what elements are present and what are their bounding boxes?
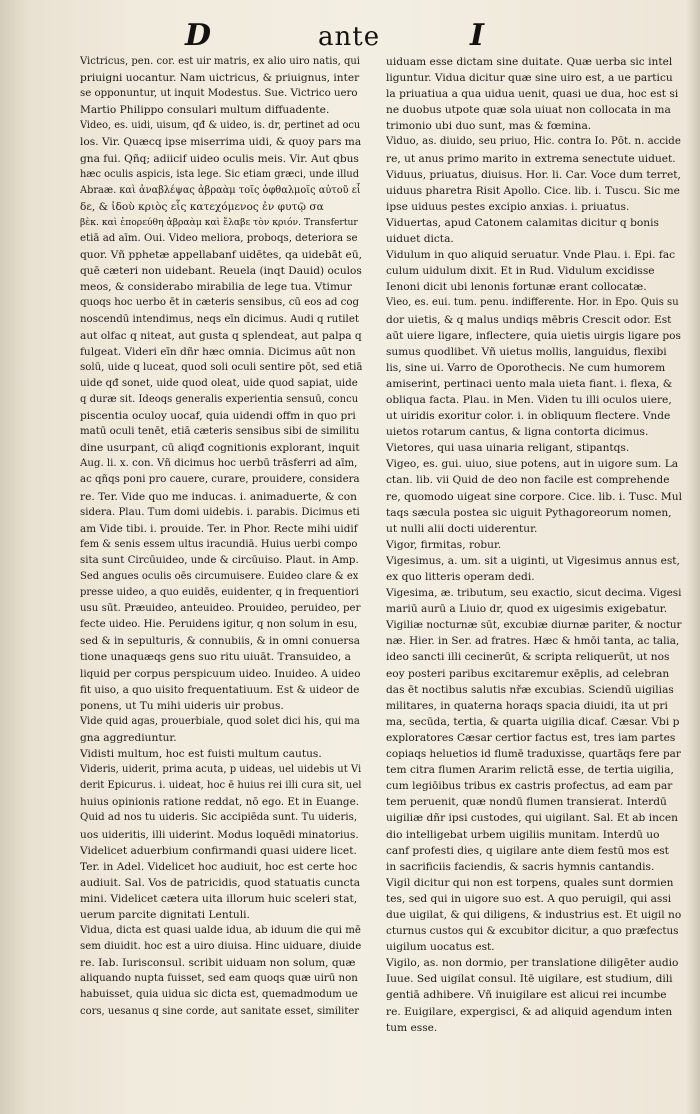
text-line: meos, & considerabo mirabilia de lege tua. Vtimur [80,281,352,294]
text-line: exploratores Cæsar certior factus est, tres iam partes [386,731,676,744]
text-line: hæc oculis aspicis, ista lege. Sic etiam græci, unde illud [80,168,360,180]
text-line: uiduam esse dictam sine duitate. Quæ uerba sic intel [386,56,673,68]
text-line: aut olfac q niteat, aut gusta q splendeat, aut palpa q [80,329,362,342]
text-line: uigiliæ dñr ipsi custodes, qui uigilant. Sal. Et ab incen [386,812,678,825]
text-line: uigilum uocatus est. [386,941,495,954]
text-line: Quid ad nos tu uideris. Sic accipiēda sunt. Tu uideris, [80,812,358,824]
text-line: Vidulum in quo aliquid seruatur. Vnde Plau. i. Epi. fac [386,249,676,262]
text-line: Ter. in Adel. Videlicet hoc audiuit, hoc est certe hoc [80,860,358,873]
text-line: re, ut anus primo marito in extrema senectute uiduet. [386,152,676,165]
text-line: lis, sine ui. Varro de Oporothecis. Ne cum humorem [386,361,666,374]
text-line: eoy posteri paribus excitaremur exēplis, ad celebran [386,667,670,680]
text-line: Aug. li. x. con. Vñ dicimus hoc uerbū trāsferri ad aīm, [80,458,358,470]
text-line: Ienoni dicit ubi lenonis fortunæ erant collocatæ. [386,281,647,294]
text-line: ut nulli alii docti uiderentur. [386,522,538,535]
text-line: fit uiso, a quo uisito frequentatiuum. Est & uideor de [80,683,360,696]
page-shadow-left [0,0,30,1114]
text-line: Vidisti multum, hoc est fuisti multum cautus. [80,748,322,761]
text-line: Vigor, firmitas, robur. [386,538,502,551]
text-line: ctan. lib. vii Quid de deo non facile est comprehende [386,474,670,487]
text-line: mini. Videlicet cætera uita illorum huic sceleri stat, [80,892,358,905]
text-line: Video, es. uidi, uisum, qđ & uideo, is. dr, pertinet ad ocu [80,120,361,132]
text-line: fulgeat. Videri eīn dñr hæc omnia. Dicimus aūt non [80,345,356,358]
text-line: Vigilo, as. non dormio, per translatione diligēter audio [386,957,679,970]
text-line: sed & in sepulturis, & connubiis, & in omni conuersa [80,635,360,648]
running-header [0,18,700,58]
text-line: uerum parcite dignitati Lentuli. [80,908,250,921]
text-line: tione unaquæqs gens suo ritu uiuāt. Transuideo, a [80,651,351,664]
text-line: re. Euigilare, expergisci, & ad aliquid agendum inten [386,1005,673,1018]
text-line: huius opinionis ratione reddat, nō ego. Et in Euange. [80,796,360,809]
text-line: ex quo litteris operam dedi. [386,571,535,583]
text-line: culum uidulum dixit. Et in Rud. Vidulum excidisse [386,265,655,278]
text-line: noscendū intendimus, neqs eīn dicimus. Audi q rutilet [80,313,359,325]
text-line: liguntur. Vidua dicitur quæ sine uiro est, a ue particu [386,72,673,85]
text-line: Vigeo, es. gui. uiuo, siue potens, aut in uigore sum. La [386,458,679,471]
page-gutter-shadow [686,0,700,1114]
text-line: trimonio ubi duo sunt, mas & fœmina. [386,120,592,133]
text-line: Vide quid agas, prouerbiale, quod solet dici his, qui ma [80,715,360,727]
text-line: Videlicet aduerbium confirmandi quasi uidere licet. [80,844,357,857]
text-line: cum legiōibus tribus ex castris profectus, ad eam par [386,780,673,793]
text-line: tem citra flumen Ararim relictā esse, de tertia uigilia, [386,764,674,777]
text-line: Victricus, pen. cor. est uir matris, ex alio uiro natis, qui [80,56,360,67]
text-line: usu sūt. Præuideo, anteuideo. Prouideo, peruideo, per [80,603,361,615]
text-line: Vietores, qui uasa uinaria religant, stipantqs. [386,442,630,455]
text-line: δε, & ἰδοὺ κριὸς εἷς κατεχόμενος ἐν φυτῷ σα [80,200,324,213]
text-line: derit Epicurus. i. uideat, hoc ē huius rei illi cura sit, uel [80,780,362,792]
text-line: taqs sæcula postea sic uiguit Pythagoreorum nomen, [386,506,672,519]
text-line: dine usurpant, cū aliqđ cognitionis explorant, inquit [80,442,360,455]
text-line: habuisset, quia uidua sic dicta est, quemadmodum ue [80,989,358,1001]
text-line: Abraæ. καὶ ἀναβλέψας ἀβραὰμ τοῖς ὀφθαλμοῖς αὐτοῦ εἶ [80,184,361,196]
text-line: Vigil dicitur qui non est torpens, quales sunt dormien [386,876,674,889]
text-line: Vigiliæ nocturnæ sūt, excubiæ diurnæ pariter, & noctur [386,619,682,632]
header-left-initial: D [185,18,212,53]
text-line: dor uietis, & q malus undiqs mēbris Crescit odor. Est [386,313,672,326]
text-line: sita sunt Circūuideo, unde & circūuiso. Plaut. in Amp. [80,554,359,566]
text-line: am Vide tibi. i. prouide. Ter. in Phor. Recte mihi uidif [80,522,358,535]
text-line: Sed angues oculis oēs circumuisere. Euideo clare & ex [80,571,359,582]
text-line: Viduo, as. diuido, seu priuo, Hic. contra Io. Pōt. n. accide [386,136,681,148]
text-line: ne duobus utpote quæ sola uiuat non collocata in ma [386,104,671,117]
text-line: q duræ sit. Ideoqs generalis experientia sensuū, concu [80,393,359,405]
text-line: aūt uiere ligare, inflectere, quia uietis uirgis ligare pos [386,329,681,342]
text-line: gna aggrediuntur. [80,731,177,744]
text-line: in sacrificiis faciendis, & sacris hymnis cantandis. [386,860,655,873]
text-line: mariū aurū a Liuio dr, quod ex uigesimis exigebatur. [386,603,668,616]
text-line: dio intelligebat urbem uigiliis munitam. Interdū uo [386,828,660,841]
text-line: gentiā adhibere. Vñ inuigilare est alicui rei incumbe [386,989,667,1002]
text-line: gna fui. Qñq; adiicif uideo oculis meis. Vir. Aut qbus [80,152,359,165]
text-line: priuigni uocantur. Nam uictricus, & priuignus, inter [80,72,360,85]
text-line: se opponuntur, ut inquit Modestus. Sue. Victrico uero [80,88,358,100]
text-line: amiserint, pertinaci uento mala uieta fiant. i. flexa, & [386,377,673,390]
text-line: re. Ter. Vide quo me inducas. i. animaduerte, & con [80,490,357,503]
text-line: audiuit. Sal. Vos de patricidis, quod statuatis cuncta [80,876,361,889]
text-line: militares, in quaterna horaqs spacia diuidi, ita ut pri [386,699,668,712]
text-line: matū oculi tenēt, etiā cæteris sensibus sibi de similitu [80,426,360,438]
text-line: tem peruenit, quæ nondū flumen transierat. Interdū [386,796,667,809]
text-line: ut uiridis exoritur color. i. in obliquum flectere. Vnde [386,410,671,423]
text-line: re. Iab. Iurisconsul. scribit uiduam non solum, quæ [80,957,356,970]
text-line: tum esse. [386,1021,438,1034]
text-line: copiaqs heluetios id flumē traduxisse, quartāqs fere par [386,748,681,761]
text-line: uide qđ sonet, uide quod oleat, uide quod sapiat, uide [80,377,358,389]
text-line: solū, uide q luceat, quod soli oculi sentire pōt, sed etiā [80,361,362,373]
header-right-initial: I [470,18,485,53]
text-line: Vieo, es. eui. tum. penu. indifferente. Hor. in Epo. Quis su [386,297,679,309]
text-line: Martio Philippo consulari multum diffuadente. [80,104,330,117]
text-line: uiduet dicta. [386,233,454,246]
text-line: uietos rotarum cantus, & ligna contorta dicimus. [386,426,649,439]
text-line: Viduertas, apud Catonem calamitas dicitur q bonis [386,216,659,229]
text-line: næ. Hier. in Ser. ad fratres. Hæc & hmōi tanta, ac talia, [386,635,680,648]
text-line: quor. Vñ pphetæ appellabanf uidētes, qa uidebāt eū, [80,249,362,262]
text-line: sidera. Plau. Tum domi uidebis. i. parabis. Dicimus eti [80,506,360,518]
text-column-left [80,54,362,1020]
text-line: ponens, ut Tu mihi uideris uir probus. [80,699,284,712]
text-line: tes, sed qui in uigore suo est. A quo peruigil, qui assi [386,892,672,905]
text-line: ipse uiduus pestes excipio anxias. i. priuatus. [386,200,630,213]
text-line: canf profesti dies, q uigilare ante diem festū mos est [386,844,669,857]
text-line: cturnus custos qui & excubitor dicitur, a quo præfectus [386,925,679,938]
text-line: due uigilat, & qui diligens, & industrius est. Et uigil no [386,908,682,921]
text-line: Viduus, priuatus, diuisus. Hor. li. Car. Voce dum terret, [386,168,681,181]
text-line: presse uideo, a quo euidēs, euidenter, q in frequentiori [80,587,359,599]
text-line: los. Vir. Quæcq ipse miserrima uidi, & quoy pars ma [80,136,362,149]
text-line: re, quomodo uigeat sine corpore. Cice. lib. i. Tusc. Mul [386,490,682,503]
text-line: cors, uesanus q sine corde, aut sanitate esset, similiter [80,1005,360,1017]
text-line: ideo sancti illi cecinerūt, & scripta reliquerūt, ut nos [386,651,670,664]
text-line: piscentia oculoy uocaf, quia uidendi offm in quo pri [80,410,356,423]
text-line: Vidua, dicta est quasi ualde idua, ab iduum die qui mē [80,925,361,937]
text-line: ma, secūda, tertia, & quarta uigilia dicaf. Cæsar. Vbi p [386,715,680,728]
text-line: liquid per corpus perspicuum uideo. Inuideo. A uideo [80,667,361,680]
text-line: das ēt noctibus salutis nřæ excubias. Sciendū uigilias [386,683,674,696]
text-line: fem & senis essem ultus iracundiā. Huius uerbi compo [80,538,358,550]
text-line: quē cæteri non uidebant. Reuela (inqt Dauid) oculos [80,265,362,278]
text-line: la priuatiua a qua uidua uenit, quasi ue dua, hoc est si [386,88,679,101]
text-column-right [386,54,682,1036]
text-line: uos uideritis, illi uiderint. Modus loquēdi minatorius. [80,828,359,841]
text-line: Vigesimus, a. um. sit a uiginti, ut Vigesimus annus est, [386,554,680,567]
text-line: sumus quodlibet. Vñ uietus mollis, languidus, flexibi [386,345,667,358]
text-line: Iuue. Sed uigilat consul. Itē uigilare, est studium, dili [386,973,673,986]
text-line: quoqs hoc uerbo ēt in cæteris sensibus, cū eos ad cog [80,297,360,309]
text-line: βὲκ. καὶ ἐπορεύθη ἀβραὰμ καὶ ἔλαβε τὸν κριόν. Transfertur [80,216,358,228]
text-line: Videris, uiderit, prima acuta, p uideas, uel uidebis ut Vi [80,764,362,776]
text-line: Vigesima, æ. tributum, seu exactio, sicut decima. Vigesi [386,587,682,600]
text-line: obliqua facta. Plau. in Men. Viden tu illi oculos uiere, [386,393,672,406]
text-line: aliquando nupta fuisset, sed eam quoqs quæ uirū non [80,973,358,985]
text-line: sem diuidit. hoc est a uiro diuisa. Hinc uiduare, diuide [80,941,362,953]
header-title: ante [318,22,381,52]
text-line: uiduus pharetra Risit Apollo. Cice. lib. i. Tuscu. Sic me [386,184,680,197]
text-line: etiā ad aīm. Oui. Video meliora, proboqs, deteriora se [80,233,358,245]
text-line: ac qñqs poni pro cauere, curare, prouidere, considera [80,474,360,486]
text-line: fecte uideo. Hie. Peruidens igitur, q non solum in esu, [80,619,358,631]
